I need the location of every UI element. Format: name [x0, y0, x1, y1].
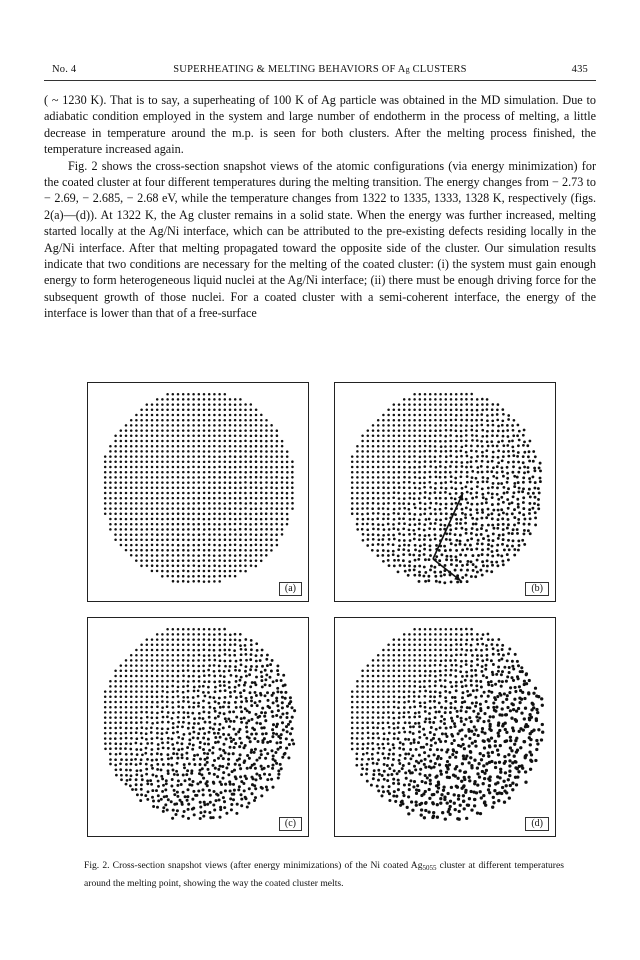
atom-snapshot-b	[335, 383, 555, 601]
paragraph-1: ( ~ 1230 K). That is to say, a superheating of 100 K of Ag particle was obtained in the MD simulation. Due to adiabatic condition employed in the system and large number of endotherm in the process of melting, a little decrease in temperature around the m.p. is seen for both clusters. After the melting process finished, the temperature increased again.	[44, 93, 596, 157]
atom-snapshot-a	[88, 383, 308, 601]
body-text	[44, 92, 596, 322]
figure-panel-b	[334, 382, 556, 602]
atom-snapshot-d	[335, 618, 555, 836]
figure-panel-c	[87, 617, 309, 837]
melting-arrow	[433, 493, 463, 559]
figure-caption	[84, 858, 564, 891]
issue-number: No. 4	[52, 64, 77, 75]
atom-cloud	[104, 393, 294, 583]
running-title-sub: g	[405, 65, 410, 74]
running-title	[44, 64, 596, 75]
running-title-pre: SUPERHEATING & MELTING BEHAVIORS OF A	[173, 64, 406, 75]
figure-panel-a	[87, 382, 309, 602]
paragraph-2: Fig. 2 shows the cross-section snapshot views of the atomic configurations (via energy minimization) for the coated cluster at four different temperatures during the melting transition. The energy changes from − 2.73 to − 2.69, − 2.685, − 2.68 eV, while the temperature changes from 1322 to 1335, 1333, 1328 K, respectively (figs. 2(a)—(d)). At 1322 K, the Ag cluster remains in a solid state. When the energy was further increased, melting started locally at the Ag/Ni interface, which can be attributed to the pre-existing defects residing locally in the Ag/Ni interface. After that melting propagated toward the opposite side of the cluster. Our simulation results indicate that two conditions are necessary for the melting of the coated cluster: (i) the system must gain enough energy to form heterogeneous liquid nuclei at the Ag/Ni interface; (ii) there must be enough driving force for the subsequent growth of those nuclei. For a coated cluster with a semi-coherent interface, the energy of the interface is lower than that of a free-surface	[44, 158, 596, 321]
caption-pre: Fig. 2. Cross-section snapshot views (after energy minimizations) of the Ni coated Ag	[84, 860, 423, 871]
atom-cloud	[351, 628, 545, 821]
panel-label-c: (c)	[279, 817, 302, 831]
panel-label-a: (a)	[279, 582, 302, 596]
atom-cloud	[351, 393, 542, 584]
panel-label-b: (b)	[525, 582, 549, 596]
running-title-post: CLUSTERS	[409, 64, 467, 75]
atom-cloud	[104, 628, 296, 820]
atom-snapshot-c	[88, 618, 308, 836]
running-header	[44, 62, 596, 81]
figure-panel-d	[334, 617, 556, 837]
caption-sub: 5055	[422, 864, 437, 872]
caption-post: cluster at different temperatures around the melting point, showing the way the coated cluster melts.	[84, 860, 564, 889]
panel-label-d: (d)	[525, 817, 549, 831]
page-number: 435	[571, 64, 588, 75]
